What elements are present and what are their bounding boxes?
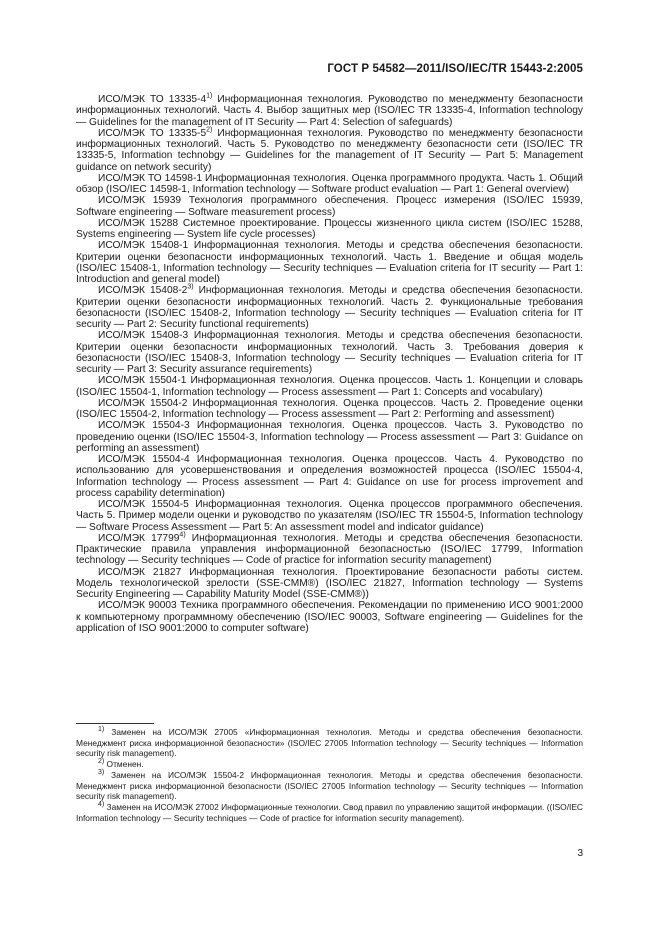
footnote-ref[interactable]: 2) (206, 126, 213, 134)
reference-paragraph: ИСО/МЭК 90003 Техника программного обеспечения. Рекомендации по применению ИСО 9001:2000 к компьютерному программному обеспечению (ISO/IEC 90003, Software engineering — Guidelines for the application of ISO 9001:2000 to computer software) (76, 600, 583, 634)
reference-paragraph: ИСО/МЭК 17799$^{4)}$ Информационная технология. Методы и средства обеспечения безопасности. Практические правила управления информационной безопасностью (ISO/IEC 17799, Information technology — Security techniques — Code of practice for information security management) (76, 531, 583, 567)
reference-paragraph: ИСО/МЭК 15504-2 Информационная технология. Оценка процессов. Часть 2. Проведение оценки (ISO/IEC 15504-2, Information technology — Process assessment — Part 2: Performing and assessment) (76, 397, 583, 420)
reference-paragraph: ИСО/МЭК 15939 Технология программного обеспечения. Процесс измерения (ISO/IEC 15939, Software engineering — Software measurement process) (76, 195, 583, 218)
footnote-mark: 1) (98, 726, 105, 734)
reference-paragraph: ИСО/МЭК ТО 13335-4$^{1)}$ Информационная технология. Руководство по менеджменту безопасности информационных технологий. Часть 4. Выбор защитных мер (ISO/IEC TR 13335-4, Information technology — Guidelines for the management of IT Security — Part 4: Selection of safeguards) (76, 92, 583, 128)
footnote-ref[interactable]: 1) (206, 92, 213, 100)
footnote: $^{4)}$ Заменен на ИСО/МЭК 27002 Информационные технологии. Свод правил по управлению защитой информации. ((ISO/IEC Information technology — Security techniques — Code of practice for information security management). (76, 801, 583, 823)
reference-list (76, 94, 583, 634)
footnotes (76, 727, 583, 823)
reference-paragraph: ИСО/МЭК 15504-4 Информационная технология. Оценка процессов. Часть 4. Руководство по использованию для усовершенствования и определения возможностей процесса (ISO/IEC 15504-4, Information technology — Process assessment — Part 4: Guidance on use for process improvement and process capability determination) (76, 454, 583, 499)
footnote: $^{3)}$ Заменен на ИСО/МЭК 15504-2 Информационная технология. Методы и средства обеспечения безопасности. Менеджмент риска информационной безопасности (ISO/IEC 27005 Information technology — Security techniques — Information security risk management). (76, 769, 583, 802)
footnote: $^{1)}$ Заменен на ИСО/МЭК 27005 «Информационная технология. Методы и средства обеспечения безопасности. Менеджмент риска информационной безопасности» (ISO/IEC 27005 Information technology — Security techniques — Information security risk management). (76, 726, 583, 759)
footnote-ref[interactable]: 3) (187, 283, 194, 291)
reference-paragraph: ИСО/МЭК 15408-3 Информационная технология. Методы и средства обеспечения безопасности. Критерии оценки безопасности информационных технологий. Часть 3. Требования доверия к безопасности (ISO/IEC 15408-3, Information technology — Security techniques — Evaluation criteria for IT security — Part 3: Security assurance requirements) (76, 330, 583, 375)
reference-paragraph: ИСО/МЭК 15408-2$^{3)}$ Информационная технология. Методы и средства обеспечения безопасности. Критерии оценки безопасности информационных технологий. Часть 2. Функциональные требования безопасности (ISO/IEC 15408-2, Information technology — Security techniques — Evaluation criteria for IT security — Part 2: Security functional requirements) (76, 283, 584, 330)
reference-paragraph: ИСО/МЭК ТО 13335-5$^{2)}$ Информационная технология. Руководство по менеджменту безопасности информационных технологий. Часть 5. Руководство по менеджменту безопасности сети (ISO/IEC TR 13335-5, Information technobgy — Guidelines for the management of IT Security — Part 5: Management guidance on network security) (76, 126, 583, 173)
document-header: ГОСТ Р 54582—2011/ISO/IEC/TR 15443-2:2005 (327, 63, 583, 75)
reference-paragraph: ИСО/МЭК 15504-3 Информационная технология. Оценка процессов. Часть 3. Руководство по проведению оценки (ISO/IEC 15504-3, Information technology — Process assessment — Part 3: Guidance on performing an assessment) (76, 420, 583, 454)
reference-paragraph: ИСО/МЭК 15504-1 Информационная технология. Оценка процессов. Часть 1. Концепции и словарь (ISO/IEC 15504-1, Information technology — Process assessment — Part 1: Concepts and vocabulary) (76, 375, 583, 398)
page-number: 3 (577, 848, 583, 859)
footnote-mark: 4) (98, 801, 105, 809)
reference-paragraph: ИСО/МЭК 15504-5 Информационная технология. Оценка процессов программного обеспечения. Часть 5. Пример модели оценки и руководство по указателям (ISO/IEC TR 15504-5, Information technology — Software Process Assessment — Part 5: An assessment model and indicator guidance) (76, 499, 583, 533)
reference-paragraph: ИСО/МЭК 21827 Информационная технология. Проектирование безопасности работы систем. Модель технологической зрелости (SSE-CMM®) (ISO/IEC 21827, Information technology — Systems Security Engineering — Capability Maturity Model (SSE-CMM®)) (76, 566, 583, 600)
footnote-mark: 2) (98, 758, 105, 766)
footnote-ref[interactable]: 4) (179, 531, 186, 539)
reference-paragraph: ИСО/МЭК 15288 Системное проектирование. Процессы жизненного цикла систем (ISO/IEC 15288, Systems engineering — System life cycle processes) (76, 217, 583, 240)
footnote-mark: 3) (98, 769, 105, 777)
footnote: $^{2)}$ Отменен. (98, 758, 144, 770)
footnote-divider (76, 723, 154, 724)
reference-paragraph: ИСО/МЭК 15408-1 Информационная технология. Методы и средства обеспечения безопасности. Критерии оценки безопасности информационных технологий. Часть 1. Введение и общая модель (ISO/IEC 15408-1, Information technology — Security techniques — Evaluation criteria for IT security — Part 1: Introduction and general model) (76, 240, 583, 285)
reference-paragraph: ИСО/МЭК ТО 14598-1 Информационная технология. Оценка программного продукта. Часть 1. Общий обзор (ISO/IEC 14598-1, Information technology — Software product evaluation — Part 1: General overview) (76, 172, 583, 195)
